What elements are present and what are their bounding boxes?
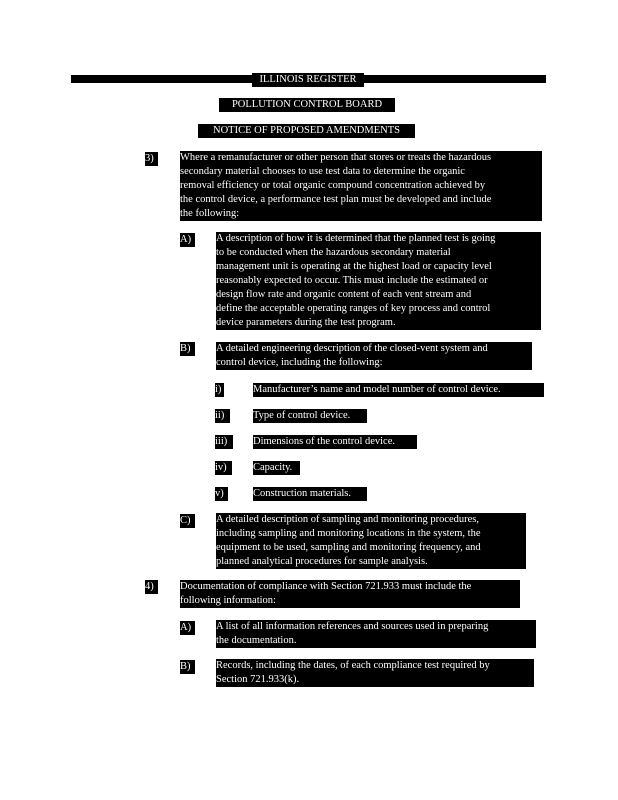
notice-title: NOTICE OF PROPOSED AMENDMENTS <box>198 124 415 138</box>
item-3a-line: to be conducted when the hazardous secondary material <box>216 247 451 258</box>
item-3b-iii-label: iii) <box>215 435 233 449</box>
item-3a-line: A description of how it is determined that the planned test is going <box>216 233 496 244</box>
item-3-line: Where a remanufacturer or other person that stores or treats the hazardous <box>180 152 492 163</box>
item-3b-v-text: Construction materials. <box>253 487 367 501</box>
item-4-label: 4) <box>145 580 158 594</box>
item-3c-line: planned analytical procedures for sample analysis. <box>216 556 428 567</box>
item-3b-line: A detailed engineering description of the closed-vent system and <box>216 343 488 354</box>
item-3a-line: management unit is operating at the highest load or capacity level <box>216 261 492 272</box>
item-3a-line: design flow rate and organic content of each vent stream and <box>216 289 472 300</box>
item-3-line: removal efficiency or total organic compound concentration achieved by <box>180 180 486 191</box>
item-3a-line: define the acceptable operating ranges of key process and control <box>216 303 491 314</box>
item-3c-text <box>216 513 526 569</box>
item-3a-line: reasonably expected to occur. This must include the estimated or <box>216 275 488 286</box>
item-3-line: the following: <box>180 208 240 219</box>
item-3b-text <box>216 342 532 370</box>
item-4b-label: B) <box>180 660 195 674</box>
item-3a-text <box>216 232 541 330</box>
item-4-line: following information: <box>180 595 276 606</box>
item-4b-line: Records, including the dates, of each compliance test required by <box>216 660 490 671</box>
item-3b-ii-text: Type of control device. <box>253 409 367 423</box>
item-3b-line: control device, including the following: <box>216 357 383 368</box>
item-3c-line: including sampling and monitoring locations in the system, the <box>216 528 481 539</box>
register-title: ILLINOIS REGISTER <box>252 73 364 87</box>
item-3b-i-label: i) <box>215 383 224 397</box>
item-3a-label: A) <box>180 233 195 247</box>
item-4a-line: A list of all information references and sources used in preparing <box>216 621 489 632</box>
item-3b-v-label: v) <box>215 487 228 501</box>
item-3b-iv-label: iv) <box>215 461 232 475</box>
item-4a-text <box>216 620 536 648</box>
item-3c-line: equipment to be used, sampling and monitoring frequency, and <box>216 542 481 553</box>
item-3-line: the control device, a performance test plan must be developed and include <box>180 194 492 205</box>
item-3-text <box>180 151 542 221</box>
item-3b-iv-text: Capacity. <box>253 461 300 475</box>
item-4-text <box>180 580 520 608</box>
item-3c-line: A detailed description of sampling and monitoring procedures, <box>216 514 480 525</box>
item-4b-text <box>216 659 534 687</box>
item-3b-iii-text: Dimensions of the control device. <box>253 435 417 449</box>
item-4-line: Documentation of compliance with Section 721.933 must include the <box>180 581 472 592</box>
item-3a-line: device parameters during the test program. <box>216 317 396 328</box>
item-3b-ii-label: ii) <box>215 409 230 423</box>
item-3-label: 3) <box>145 152 158 166</box>
agency-title: POLLUTION CONTROL BOARD <box>219 98 395 112</box>
item-3c-label: C) <box>180 514 195 528</box>
item-4b-line: Section 721.933(k). <box>216 674 300 685</box>
item-4a-line: the documentation. <box>216 635 297 646</box>
item-4a-label: A) <box>180 621 195 635</box>
item-3b-label: B) <box>180 342 195 356</box>
item-3b-i-text: Manufacturer’s name and model number of control device. <box>253 383 544 397</box>
item-3-line: secondary material chooses to use test data to determine the organic <box>180 166 465 177</box>
